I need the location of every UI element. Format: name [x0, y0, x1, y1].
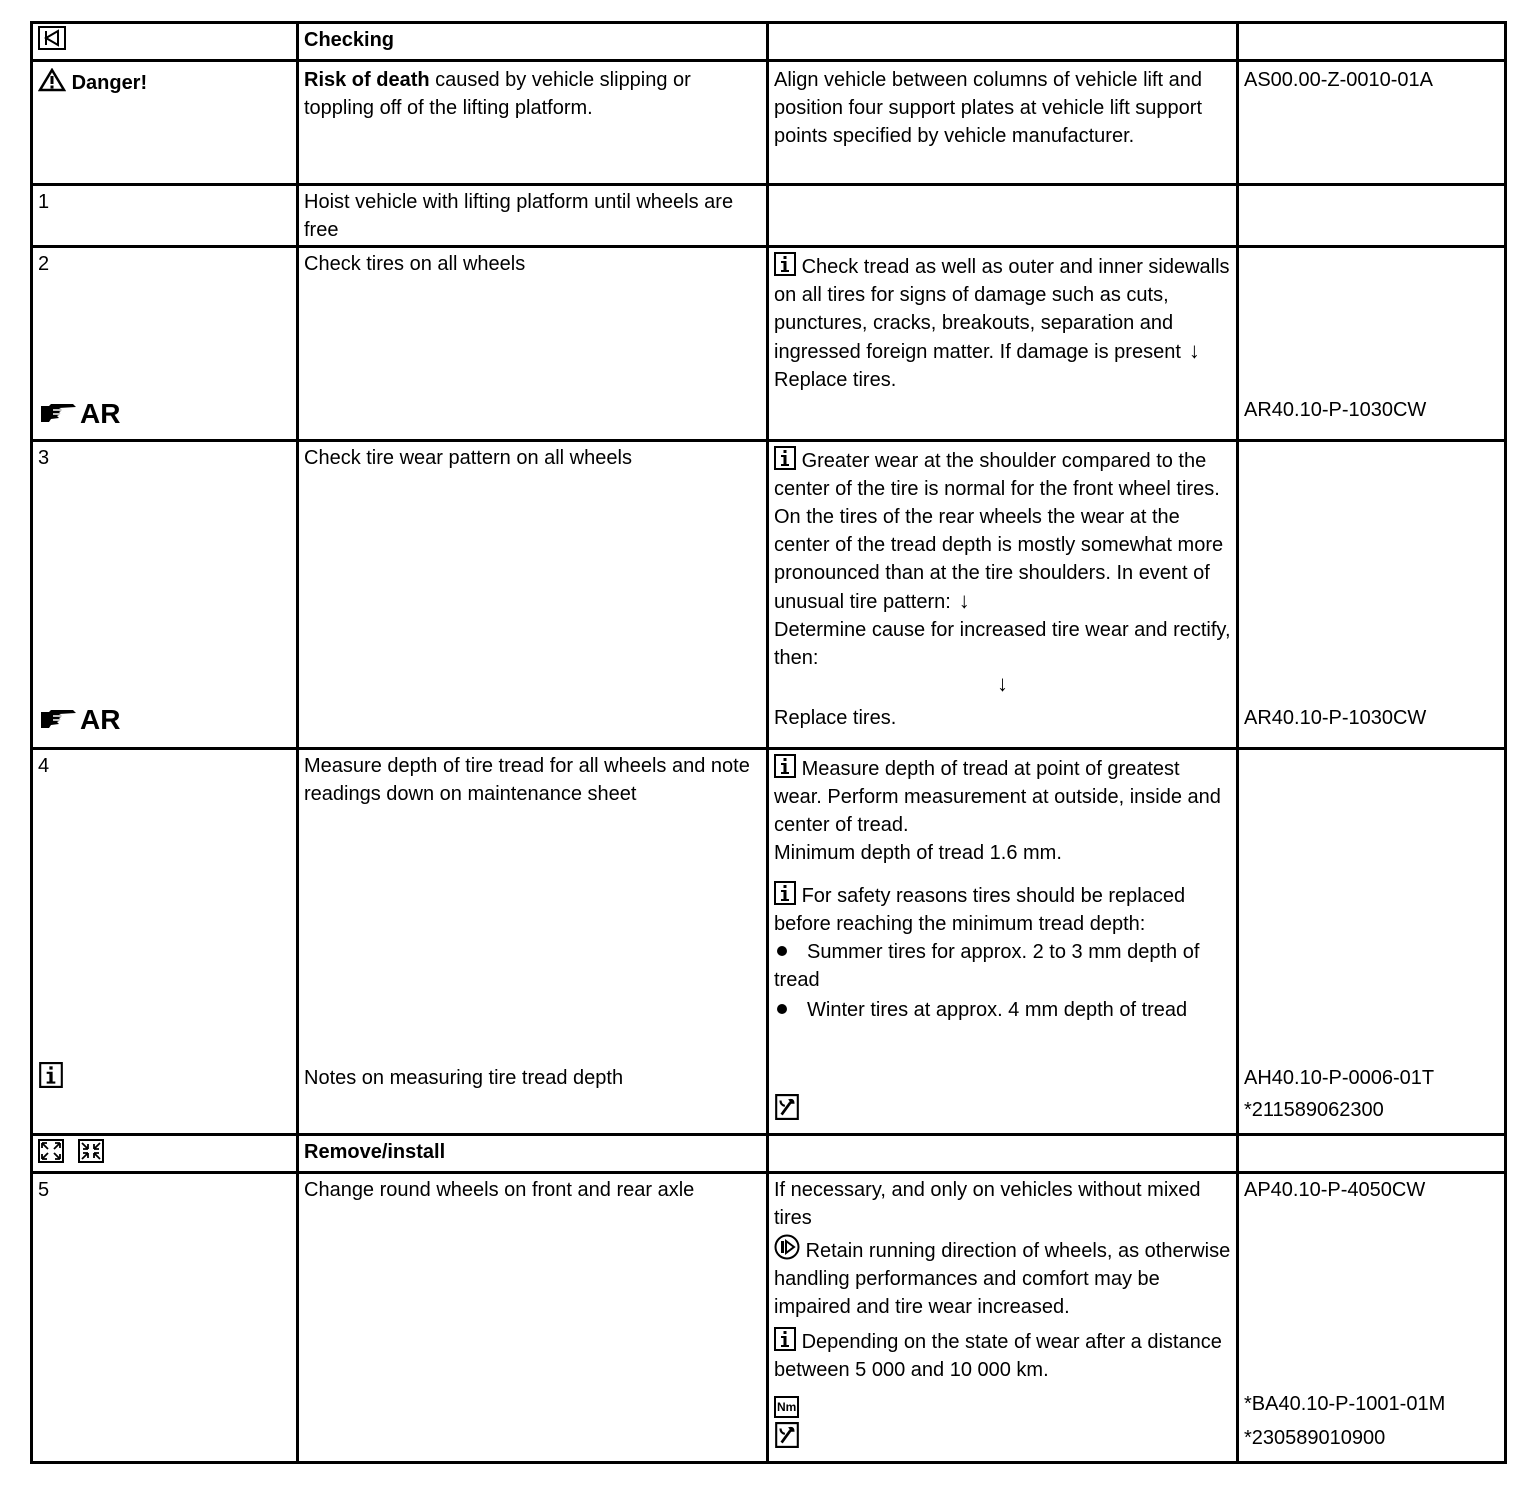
cell [298, 23, 768, 61]
step-number: 2 [38, 253, 50, 275]
cell [32, 441, 298, 749]
cell [768, 749, 1238, 1135]
cell [298, 247, 768, 441]
action-text: Replace tires. [774, 707, 897, 729]
cell [32, 1173, 298, 1463]
cell [298, 61, 768, 185]
step-description: Hoist vehicle with lifting platform until wheels are free [304, 191, 734, 241]
step-number: 4 [38, 755, 50, 777]
cell [32, 247, 298, 441]
cell [1238, 23, 1506, 61]
info-text: Greater wear at the shoulder compared to the center of the tire is normal for the front wheel tires. On the tires of the rear wheels the wear at the center of the tread depth is mostly somewhat more pronounced than at the tire shoulders. In event of unusual tire pattern: [774, 450, 1224, 613]
notes-link[interactable]: Notes on measuring tire tread depth [304, 1067, 624, 1089]
list-item: Winter tires at approx. 4 mm depth of tread [774, 996, 1231, 1024]
cell [768, 61, 1238, 185]
pointing-hand-icon [38, 706, 80, 732]
info-text: For safety reasons tires should be replaced before reaching the minimum tread depth: [774, 885, 1186, 935]
arrow-down-icon: ↓ [958, 588, 970, 613]
ar-label: AR [80, 704, 121, 735]
info-text: Depending on the state of wear after a distance between 5 000 and 10 000 km. [774, 1331, 1222, 1381]
cell [32, 1135, 298, 1173]
step-reference[interactable]: AR40.10-P-1030CW [1244, 707, 1427, 729]
cause-text: Determine cause for increased tire wear and rectify, then: [774, 619, 1231, 669]
cell [1238, 185, 1506, 247]
bullet-icon [777, 1004, 787, 1014]
info-icon [774, 1327, 796, 1351]
special-tool-icon[interactable] [774, 1422, 800, 1448]
step-description: Measure depth of tire tread for all wheels and note readings down on maintenance sheet [304, 755, 750, 805]
tool-reference[interactable]: *230589010900 [1244, 1427, 1386, 1449]
minimum-depth-text: Minimum depth of tread 1.6 mm. [774, 842, 1062, 864]
action-text: Replace tires. [774, 369, 897, 391]
condition-text: If necessary, and only on vehicles without mixed tires [774, 1179, 1201, 1229]
torque-reference[interactable]: *BA40.10-P-1001-01M [1244, 1393, 1446, 1415]
danger-label: Danger! [71, 72, 148, 94]
maintenance-table [30, 21, 1507, 1464]
cell [32, 185, 298, 247]
step-number: 1 [38, 191, 50, 213]
cell [1238, 441, 1506, 749]
collapse-icon[interactable] [38, 26, 66, 50]
collapse-arrows-icon[interactable] [78, 1139, 104, 1163]
info-text: Measure depth of tread at point of greatest wear. Perform measurement at outside, inside and center of tread. [774, 758, 1221, 836]
step-number: 3 [38, 447, 50, 469]
info-icon [774, 446, 796, 470]
info-icon [38, 1062, 64, 1088]
caution-text: Retain running direction of wheels, as otherwise handling performances and comfort may be impaired and tire wear increased. [774, 1240, 1231, 1318]
ar-label: AR [80, 398, 121, 429]
section-title-remove-install: Remove/install [304, 1141, 446, 1163]
table-row [32, 1135, 1506, 1173]
step-reference[interactable]: AR40.10-P-1030CW [1244, 399, 1427, 421]
cell [1238, 1135, 1506, 1173]
cell [298, 185, 768, 247]
cell [1238, 247, 1506, 441]
table-row [32, 23, 1506, 61]
arrow-down-icon: ↓ [997, 671, 1008, 696]
cell [768, 185, 1238, 247]
step-number: 5 [38, 1179, 50, 1201]
cell [1238, 1173, 1506, 1463]
section-title-checking: Checking [304, 29, 395, 51]
cell [1238, 749, 1506, 1135]
list-item: Summer tires for approx. 2 to 3 mm depth of tread [774, 941, 1200, 991]
special-tool-icon[interactable] [774, 1094, 800, 1120]
table-row [32, 1173, 1506, 1463]
arrow-down-icon: ↓ [1188, 338, 1200, 363]
danger-reference[interactable]: AS00.00-Z-0010-01A [1244, 69, 1434, 91]
cell [298, 1173, 768, 1463]
cell [298, 1135, 768, 1173]
cell [768, 1173, 1238, 1463]
pointing-hand-icon [38, 400, 80, 426]
cell [298, 441, 768, 749]
table-row [32, 749, 1506, 1135]
cell [768, 441, 1238, 749]
torque-icon[interactable]: Nm [774, 1396, 799, 1418]
danger-description: caused by vehicle slipping or toppling off of the lifting platform. [304, 69, 691, 119]
tool-reference[interactable]: *211589062300 [1244, 1099, 1384, 1121]
cell [298, 749, 768, 1135]
step-description: Change round wheels on front and rear axle [304, 1179, 695, 1201]
caution-icon [774, 1234, 800, 1260]
cell [32, 23, 298, 61]
cell [768, 23, 1238, 61]
table-row [32, 247, 1506, 441]
step-description: Check tires on all wheels [304, 253, 526, 275]
step-reference[interactable]: AH40.10-P-0006-01T [1244, 1067, 1435, 1089]
cell [768, 1135, 1238, 1173]
expand-icon[interactable] [38, 1139, 64, 1163]
info-icon [774, 881, 796, 905]
step-description: Check tire wear pattern on all wheels [304, 447, 632, 469]
cell [32, 749, 298, 1135]
info-icon [774, 754, 796, 778]
cell [1238, 61, 1506, 185]
bullet-icon [777, 946, 787, 956]
danger-risk-label: Risk of death [304, 69, 430, 91]
table-row [32, 61, 1506, 185]
info-icon [774, 252, 796, 276]
cell [32, 61, 298, 185]
warning-icon [38, 68, 66, 92]
cell [768, 247, 1238, 441]
table-row [32, 185, 1506, 247]
table-row [32, 441, 1506, 749]
step-reference[interactable]: AP40.10-P-4050CW [1244, 1179, 1426, 1201]
info-text: Check tread as well as outer and inner sidewalls on all tires for signs of damage such as cuts, punctures, cracks, breakouts, separation and ingressed foreign matter. If damage is present [774, 256, 1230, 363]
danger-instruction: Align vehicle between columns of vehicle lift and position four support plates at vehicle lift support points specified by vehicle manufacturer. [774, 69, 1203, 147]
